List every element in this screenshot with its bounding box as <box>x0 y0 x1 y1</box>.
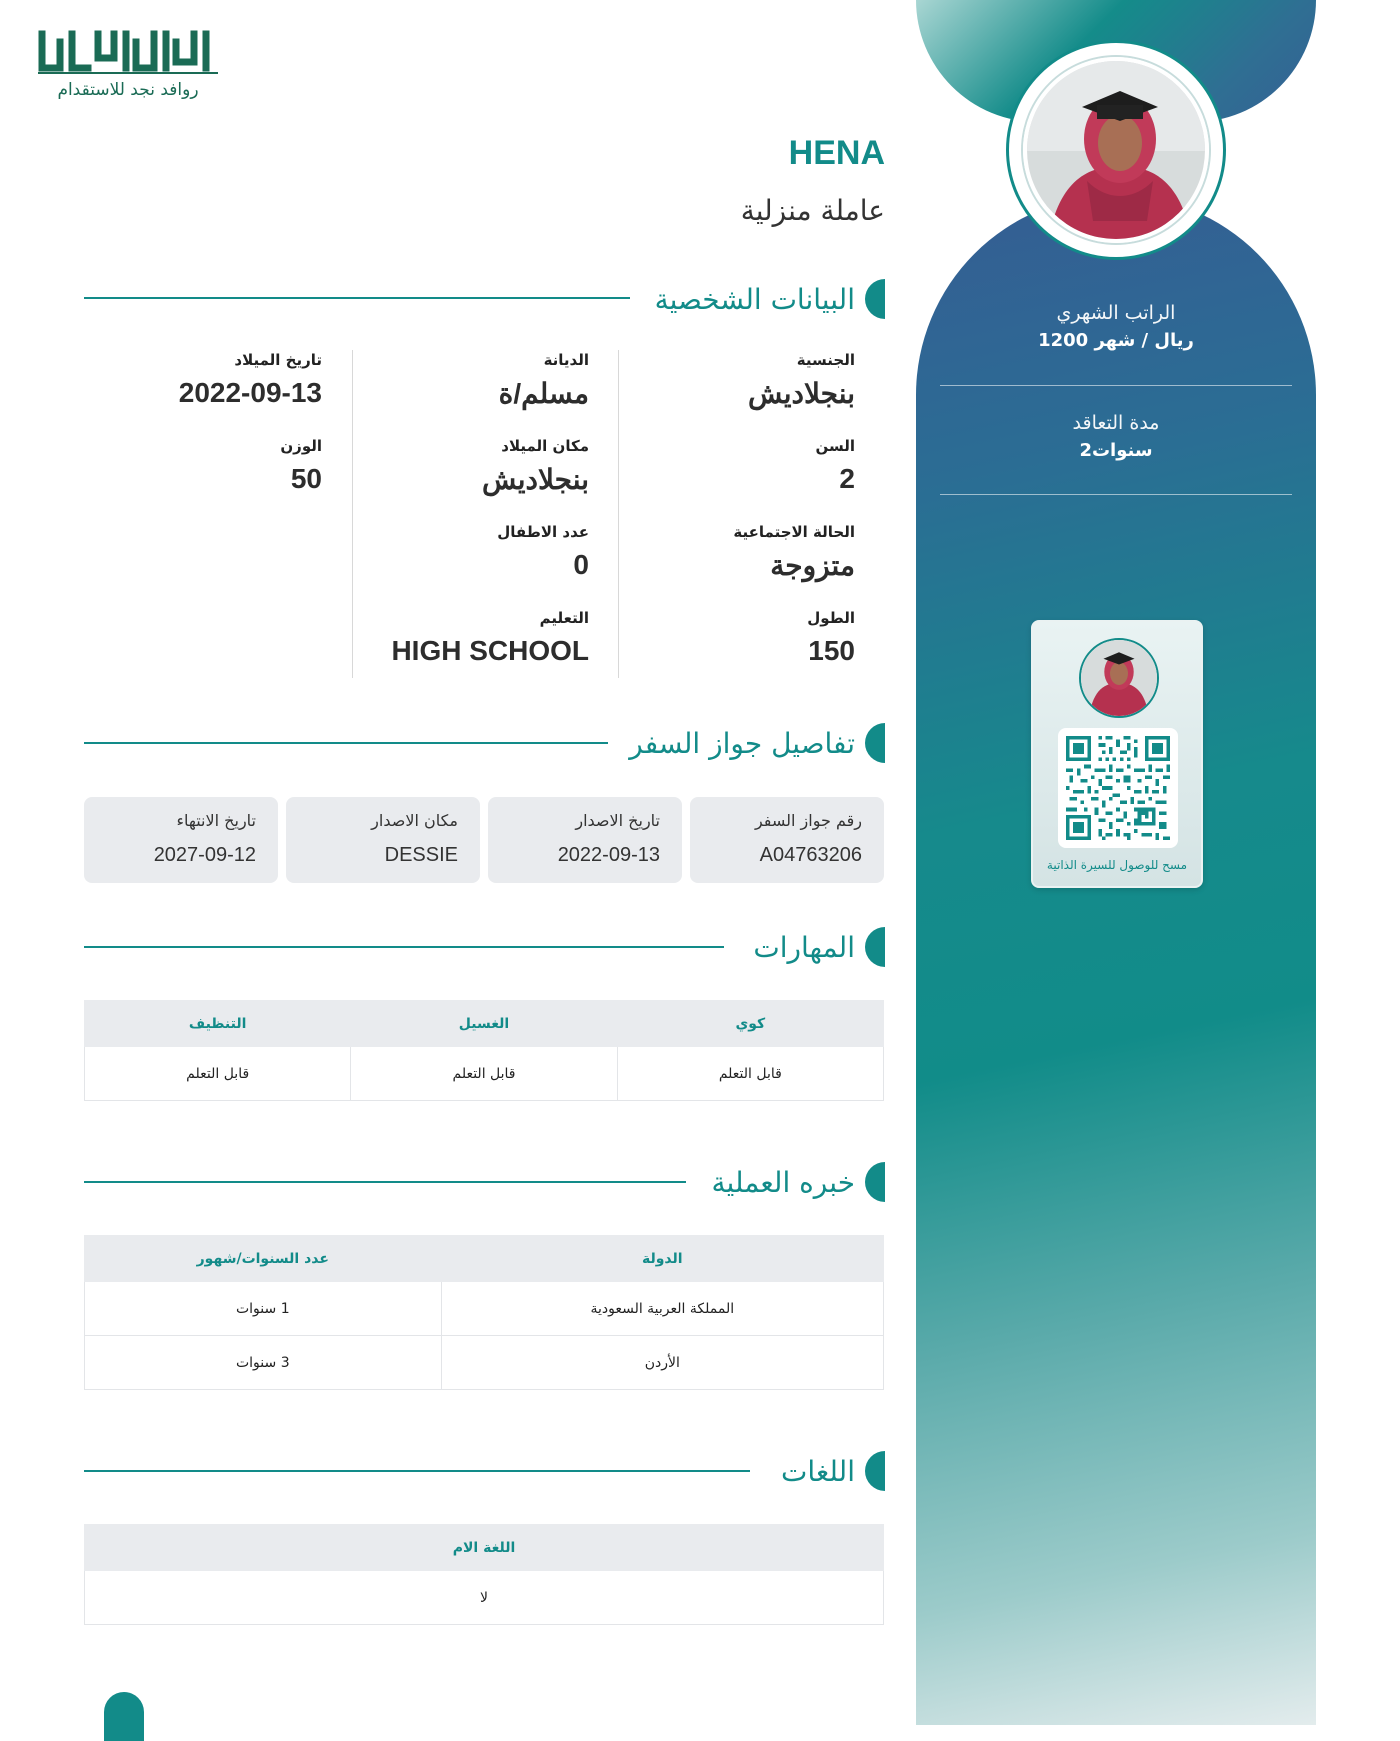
section-title-skills <box>753 926 885 968</box>
info-value: متزوجة <box>770 550 855 581</box>
info-value: بنجلاديش <box>482 464 589 495</box>
info-label: الديانة <box>543 351 589 369</box>
table-header-cell: التنظيف <box>85 1001 351 1047</box>
column-divider <box>352 350 353 678</box>
qr-code[interactable] <box>1058 728 1178 848</box>
qr-card-photo-image <box>1081 640 1157 716</box>
info-age <box>615 437 855 523</box>
table-cell: قابل التعلم <box>351 1047 617 1101</box>
side-divider <box>940 494 1292 495</box>
info-value: HIGH SCHOOL <box>391 635 589 666</box>
monthly-salary <box>940 302 1292 351</box>
passport-expiry-card <box>84 797 278 883</box>
info-value: 2022-09-13 <box>178 377 322 408</box>
info-label: تاريخ الميلاد <box>234 351 322 369</box>
section-title-text: المهارات <box>753 930 855 964</box>
passport-field-value: 2022-09-13 <box>557 844 660 866</box>
table-header-cell: كوي <box>617 1001 883 1047</box>
column-divider <box>618 350 619 678</box>
table-cell: الأردن <box>441 1336 883 1390</box>
info-education <box>349 609 589 695</box>
info-value: 50 <box>290 463 322 494</box>
info-birthdate <box>82 351 322 437</box>
table-header-cell: الدولة <box>441 1236 883 1282</box>
section-marker <box>865 1451 885 1491</box>
passport-field-label: مكان الاصدار <box>371 811 458 830</box>
table-header-row <box>85 1001 884 1047</box>
section-rule <box>84 742 608 744</box>
section-rule <box>84 946 724 948</box>
info-label: الطول <box>807 609 855 627</box>
passport-issue-place-card <box>286 797 480 883</box>
profile-photo-frame <box>1006 40 1226 260</box>
table-header-row <box>85 1525 884 1571</box>
personal-info-column <box>349 351 589 695</box>
passport-field-value: 2027-09-12 <box>153 844 256 866</box>
table-cell: قابل التعلم <box>85 1047 351 1101</box>
table-row <box>85 1282 884 1336</box>
section-marker <box>865 279 885 319</box>
table-row <box>85 1571 884 1625</box>
section-rule <box>84 1470 750 1472</box>
section-title-experience <box>711 1161 885 1203</box>
company-logo-mark <box>38 28 218 76</box>
contract-duration <box>940 412 1292 461</box>
skills-table <box>84 1000 884 1101</box>
qr-card-photo <box>1079 638 1159 718</box>
info-label: مكان الميلاد <box>501 437 589 455</box>
table-cell: لا <box>85 1571 884 1625</box>
info-birthplace <box>349 437 589 523</box>
section-marker <box>865 927 885 967</box>
table-cell: المملكة العربية السعودية <box>441 1282 883 1336</box>
profile-photo-image <box>1027 61 1209 243</box>
info-value: 150 <box>808 635 855 666</box>
candidate-job-title: عاملة منزلية <box>740 194 885 227</box>
table-header-cell: عدد السنوات/شهور <box>85 1236 442 1282</box>
passport-field-label: رقم جواز السفر <box>754 811 862 830</box>
contract-value: 2سنوات <box>1079 440 1153 461</box>
info-label: الوزن <box>280 437 322 455</box>
section-title-text: البيانات الشخصية <box>654 282 855 316</box>
info-value: بنجلاديش <box>748 378 855 409</box>
table-header-cell: اللغة الام <box>85 1525 884 1571</box>
info-marital-status <box>615 523 855 609</box>
section-title-passport <box>629 722 885 764</box>
info-height <box>615 609 855 695</box>
salary-label: الراتب الشهري <box>1056 302 1176 324</box>
section-marker <box>865 723 885 763</box>
qr-code-icon <box>1066 736 1170 840</box>
passport-field-value: A04763206 <box>759 844 862 866</box>
passport-number-card <box>690 797 884 883</box>
table-cell: 1 سنوات <box>85 1282 442 1336</box>
passport-field-label: تاريخ الانتهاء <box>176 811 256 830</box>
info-weight <box>82 437 322 523</box>
info-value: 0 <box>573 549 589 580</box>
table-cell: 3 سنوات <box>85 1336 442 1390</box>
info-value: مسلم/ة <box>498 378 589 409</box>
experience-table <box>84 1235 884 1390</box>
table-row <box>85 1336 884 1390</box>
info-label: عدد الاطفال <box>497 523 589 541</box>
footer-decoration <box>104 1692 144 1741</box>
section-marker <box>865 1162 885 1202</box>
qr-caption: مسح للوصول للسيرة الذاتية <box>1046 858 1188 872</box>
passport-field-label: تاريخ الاصدار <box>575 811 660 830</box>
profile-photo <box>1023 57 1209 243</box>
info-nationality <box>615 351 855 437</box>
personal-info-column <box>82 351 322 523</box>
candidate-name: HENA <box>788 134 885 172</box>
section-title-text: تفاصيل جواز السفر <box>629 726 855 760</box>
section-rule <box>84 297 630 299</box>
info-label: الحالة الاجتماعية <box>733 523 855 541</box>
info-label: السن <box>815 437 855 455</box>
info-value: 2 <box>839 463 855 494</box>
section-title-text: خبره العملية <box>711 1165 855 1199</box>
personal-info-column <box>615 351 855 695</box>
table-header-cell: الغسيل <box>351 1001 617 1047</box>
info-religion <box>349 351 589 437</box>
side-divider <box>940 385 1292 386</box>
info-label: الجنسية <box>796 351 855 369</box>
languages-table <box>84 1524 884 1625</box>
section-rule <box>84 1181 686 1183</box>
qr-card[interactable] <box>1031 620 1203 888</box>
contract-label: مدة التعاقد <box>1072 412 1160 434</box>
passport-issue-date-card <box>488 797 682 883</box>
section-title-personal <box>655 278 885 320</box>
info-label: التعليم <box>539 609 589 627</box>
salary-value: 1200 ريال / شهر <box>1038 330 1194 351</box>
table-header-row <box>85 1236 884 1282</box>
table-cell: قابل التعلم <box>617 1047 883 1101</box>
company-tagline: روافد نجد للاستقدام <box>57 80 199 100</box>
table-row <box>85 1047 884 1101</box>
passport-field-value: DESSIE <box>384 844 458 866</box>
section-title-languages <box>781 1450 885 1492</box>
info-children <box>349 523 589 609</box>
section-title-text: اللغات <box>781 1454 855 1488</box>
